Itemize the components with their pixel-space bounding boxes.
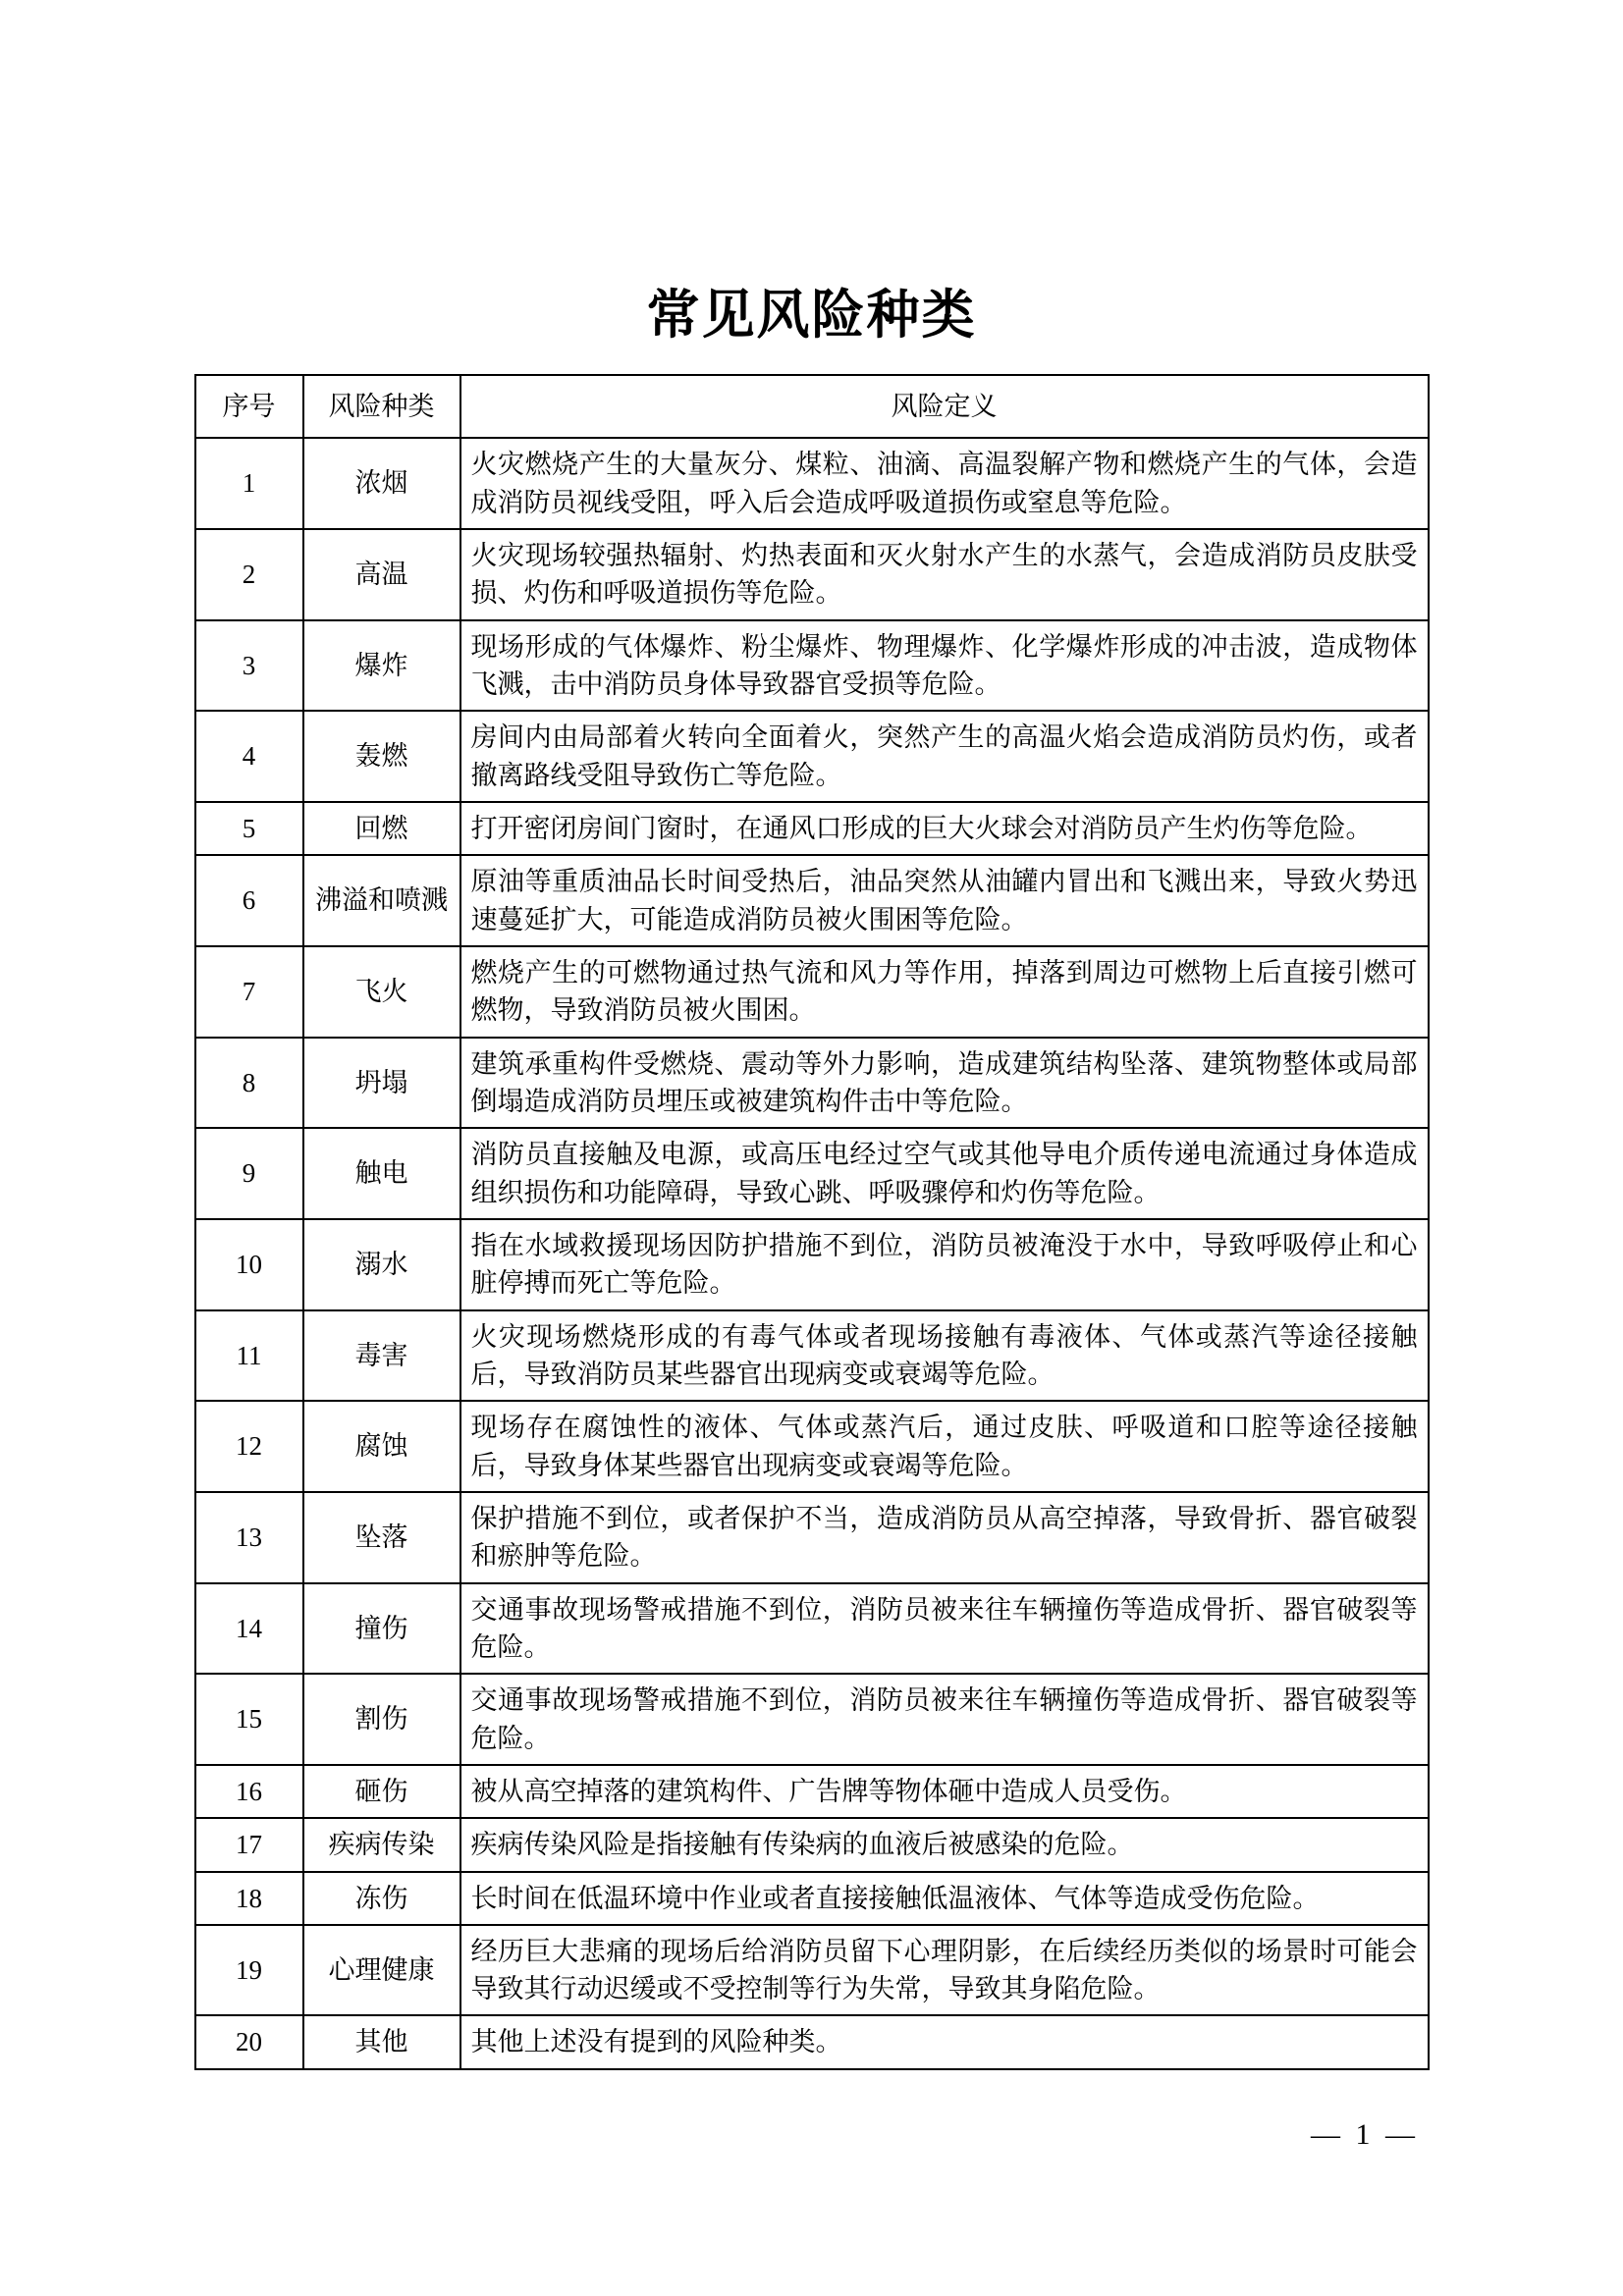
row-number-cell: 9	[195, 1128, 303, 1219]
risk-type-cell: 飞火	[303, 946, 460, 1038]
header-no: 序号	[195, 375, 303, 438]
risk-definition-cell: 火灾燃烧产生的大量灰分、煤粒、油滴、高温裂解产物和燃烧产生的气体，会造成消防员视线受阻，呼入后会造成呼吸道损伤或窒息等危险。	[460, 438, 1429, 529]
risk-definition-cell: 交通事故现场警戒措施不到位，消防员被来往车辆撞伤等造成骨折、器官破裂等危险。	[460, 1583, 1429, 1675]
table-body	[195, 438, 1429, 2068]
row-number-cell: 11	[195, 1310, 303, 1402]
risk-type-cell: 砸伤	[303, 1765, 460, 1818]
row-number-cell: 8	[195, 1038, 303, 1129]
risk-definition-cell: 火灾现场较强热辐射、灼热表面和灭火射水产生的水蒸气，会造成消防员皮肤受损、灼伤和呼吸道损伤等危险。	[460, 529, 1429, 620]
risk-type-cell: 疾病传染	[303, 1818, 460, 1871]
risk-type-cell: 坠落	[303, 1492, 460, 1583]
risk-definition-cell: 火灾现场燃烧形成的有毒气体或者现场接触有毒液体、气体或蒸汽等途径接触后，导致消防员某些器官出现病变或衰竭等危险。	[460, 1310, 1429, 1402]
table-row	[195, 802, 1429, 855]
row-number-cell: 7	[195, 946, 303, 1038]
risk-type-cell: 爆炸	[303, 620, 460, 712]
row-number-cell: 1	[195, 438, 303, 529]
risk-type-cell: 浓烟	[303, 438, 460, 529]
table-row	[195, 2015, 1429, 2068]
table-row	[195, 1765, 1429, 1818]
table-row	[195, 711, 1429, 802]
row-number-cell: 16	[195, 1765, 303, 1818]
risk-types-table	[194, 374, 1430, 2070]
table-row	[195, 1818, 1429, 1871]
row-number-cell: 6	[195, 855, 303, 946]
risk-type-cell: 其他	[303, 2015, 460, 2068]
row-number-cell: 3	[195, 620, 303, 712]
risk-definition-cell: 原油等重质油品长时间受热后，油品突然从油罐内冒出和飞溅出来，导致火势迅速蔓延扩大，可能造成消防员被火围困等危险。	[460, 855, 1429, 946]
header-risk-definition: 风险定义	[460, 375, 1429, 438]
table-row	[195, 1872, 1429, 1925]
table-row	[195, 946, 1429, 1038]
risk-type-cell: 坍塌	[303, 1038, 460, 1129]
page-number: — 1 —	[1311, 2118, 1419, 2151]
risk-definition-cell: 疾病传染风险是指接触有传染病的血液后被感染的危险。	[460, 1818, 1429, 1871]
risk-definition-cell: 打开密闭房间门窗时，在通风口形成的巨大火球会对消防员产生灼伤等危险。	[460, 802, 1429, 855]
risk-type-cell: 腐蚀	[303, 1401, 460, 1492]
table-header	[195, 375, 1429, 438]
table-row	[195, 1401, 1429, 1492]
risk-type-cell: 心理健康	[303, 1925, 460, 2016]
table-row	[195, 529, 1429, 620]
row-number-cell: 20	[195, 2015, 303, 2068]
table-row	[195, 438, 1429, 529]
risk-type-cell: 轰燃	[303, 711, 460, 802]
table-row	[195, 1310, 1429, 1402]
header-risk-type: 风险种类	[303, 375, 460, 438]
risk-type-cell: 沸溢和喷溅	[303, 855, 460, 946]
table-row	[195, 1038, 1429, 1129]
risk-type-cell: 毒害	[303, 1310, 460, 1402]
row-number-cell: 5	[195, 802, 303, 855]
risk-type-cell: 撞伤	[303, 1583, 460, 1675]
risk-definition-cell: 建筑承重构件受燃烧、震动等外力影响，造成建筑结构坠落、建筑物整体或局部倒塌造成消防员埋压或被建筑构件击中等危险。	[460, 1038, 1429, 1129]
risk-definition-cell: 被从高空掉落的建筑构件、广告牌等物体砸中造成人员受伤。	[460, 1765, 1429, 1818]
page-title: 常见风险种类	[646, 286, 977, 345]
table-row	[195, 1219, 1429, 1310]
table-row	[195, 1492, 1429, 1583]
table-row	[195, 620, 1429, 712]
risk-definition-cell: 经历巨大悲痛的现场后给消防员留下心理阴影，在后续经历类似的场景时可能会导致其行动迟缓或不受控制等行为失常，导致其身陷危险。	[460, 1925, 1429, 2016]
risk-type-cell: 高温	[303, 529, 460, 620]
row-number-cell: 15	[195, 1674, 303, 1765]
table-row	[195, 1674, 1429, 1765]
risk-definition-cell: 现场形成的气体爆炸、粉尘爆炸、物理爆炸、化学爆炸形成的冲击波，造成物体飞溅，击中消防员身体导致器官受损等危险。	[460, 620, 1429, 712]
risk-type-cell: 割伤	[303, 1674, 460, 1765]
row-number-cell: 18	[195, 1872, 303, 1925]
risk-definition-cell: 长时间在低温环境中作业或者直接接触低温液体、气体等造成受伤危险。	[460, 1872, 1429, 1925]
risk-definition-cell: 现场存在腐蚀性的液体、气体或蒸汽后，通过皮肤、呼吸道和口腔等途径接触后，导致身体某些器官出现病变或衰竭等危险。	[460, 1401, 1429, 1492]
risk-definition-cell: 消防员直接触及电源，或高压电经过空气或其他导电介质传递电流通过身体造成组织损伤和功能障碍，导致心跳、呼吸骤停和灼伤等危险。	[460, 1128, 1429, 1219]
table-header-row	[195, 375, 1429, 438]
table-row	[195, 855, 1429, 946]
risk-type-cell: 触电	[303, 1128, 460, 1219]
risk-type-cell: 溺水	[303, 1219, 460, 1310]
row-number-cell: 13	[195, 1492, 303, 1583]
risk-definition-cell: 其他上述没有提到的风险种类。	[460, 2015, 1429, 2068]
row-number-cell: 19	[195, 1925, 303, 2016]
table-row	[195, 1925, 1429, 2016]
row-number-cell: 10	[195, 1219, 303, 1310]
risk-definition-cell: 交通事故现场警戒措施不到位，消防员被来往车辆撞伤等造成骨折、器官破裂等危险。	[460, 1674, 1429, 1765]
row-number-cell: 12	[195, 1401, 303, 1492]
row-number-cell: 17	[195, 1818, 303, 1871]
row-number-cell: 2	[195, 529, 303, 620]
risk-type-cell: 冻伤	[303, 1872, 460, 1925]
table-row	[195, 1583, 1429, 1675]
risk-definition-cell: 燃烧产生的可燃物通过热气流和风力等作用，掉落到周边可燃物上后直接引燃可燃物，导致消防员被火围困。	[460, 946, 1429, 1038]
risk-type-cell: 回燃	[303, 802, 460, 855]
risk-definition-cell: 保护措施不到位，或者保护不当，造成消防员从高空掉落，导致骨折、器官破裂和瘀肿等危险。	[460, 1492, 1429, 1583]
risk-definition-cell: 指在水域救援现场因防护措施不到位，消防员被淹没于水中，导致呼吸停止和心脏停搏而死亡等危险。	[460, 1219, 1429, 1310]
table-row	[195, 1128, 1429, 1219]
row-number-cell: 14	[195, 1583, 303, 1675]
risk-definition-cell: 房间内由局部着火转向全面着火，突然产生的高温火焰会造成消防员灼伤，或者撤离路线受阻导致伤亡等危险。	[460, 711, 1429, 802]
row-number-cell: 4	[195, 711, 303, 802]
